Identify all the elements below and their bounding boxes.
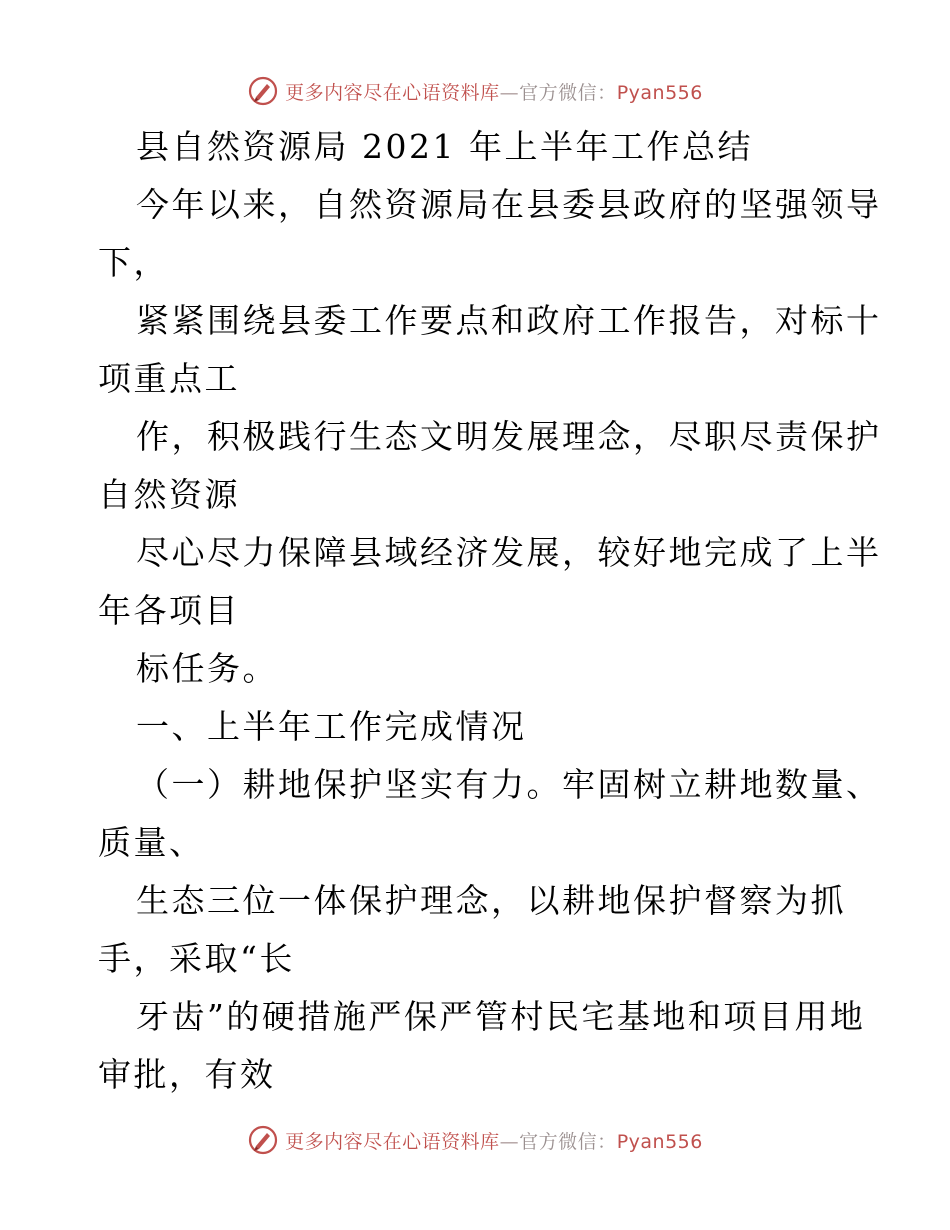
text-line: 标任务。 bbox=[136, 649, 278, 688]
text-line: 一、上半年工作完成情况 bbox=[136, 707, 527, 746]
text-line: 自然资源 bbox=[98, 475, 240, 514]
text-line: 审批，有效 bbox=[98, 1055, 276, 1094]
watermark-wechat-id: Pyan556 bbox=[616, 81, 703, 104]
document-body bbox=[98, 118, 882, 1104]
watermark-wechat-label: 官方微信： bbox=[519, 81, 617, 104]
pen-logo-icon bbox=[247, 1124, 279, 1156]
header-watermark bbox=[0, 71, 950, 111]
text-line: （一）耕地保护坚实有力。牢固树立耕地数量、 bbox=[136, 765, 882, 804]
watermark-text: 更多内容尽在心语资料库 bbox=[285, 1130, 500, 1153]
watermark-text: 更多内容尽在心语资料库 bbox=[285, 81, 500, 104]
document-title: 县自然资源局 2021 年上半年工作总结 bbox=[136, 127, 753, 166]
text-line: 质量、 bbox=[98, 823, 205, 862]
text-line: 紧紧围绕县委工作要点和政府工作报告，对标十 bbox=[136, 301, 882, 340]
text-line: 手，采取“长 bbox=[98, 939, 295, 978]
pen-logo-icon bbox=[247, 75, 279, 107]
text-line: 下， bbox=[98, 243, 169, 282]
text-line: 今年以来，自然资源局在县委县政府的坚强领导 bbox=[136, 185, 882, 224]
text-line: 尽心尽力保障县域经济发展，较好地完成了上半 bbox=[136, 533, 882, 572]
watermark-wechat-id: Pyan556 bbox=[616, 1130, 703, 1153]
watermark-dash: — bbox=[499, 1130, 520, 1153]
text-line: 项重点工 bbox=[98, 359, 240, 398]
footer-watermark bbox=[0, 1120, 950, 1160]
text-line: 牙齿”的硬措施严保严管村民宅基地和项目用地 bbox=[136, 997, 866, 1036]
watermark-wechat-label: 官方微信： bbox=[519, 1130, 617, 1153]
text-line: 作，积极践行生态文明发展理念，尽职尽责保护 bbox=[136, 417, 882, 456]
text-line: 生态三位一体保护理念，以耕地保护督察为抓 bbox=[136, 881, 846, 920]
text-line: 年各项目 bbox=[98, 591, 240, 630]
watermark-dash: — bbox=[499, 81, 520, 104]
